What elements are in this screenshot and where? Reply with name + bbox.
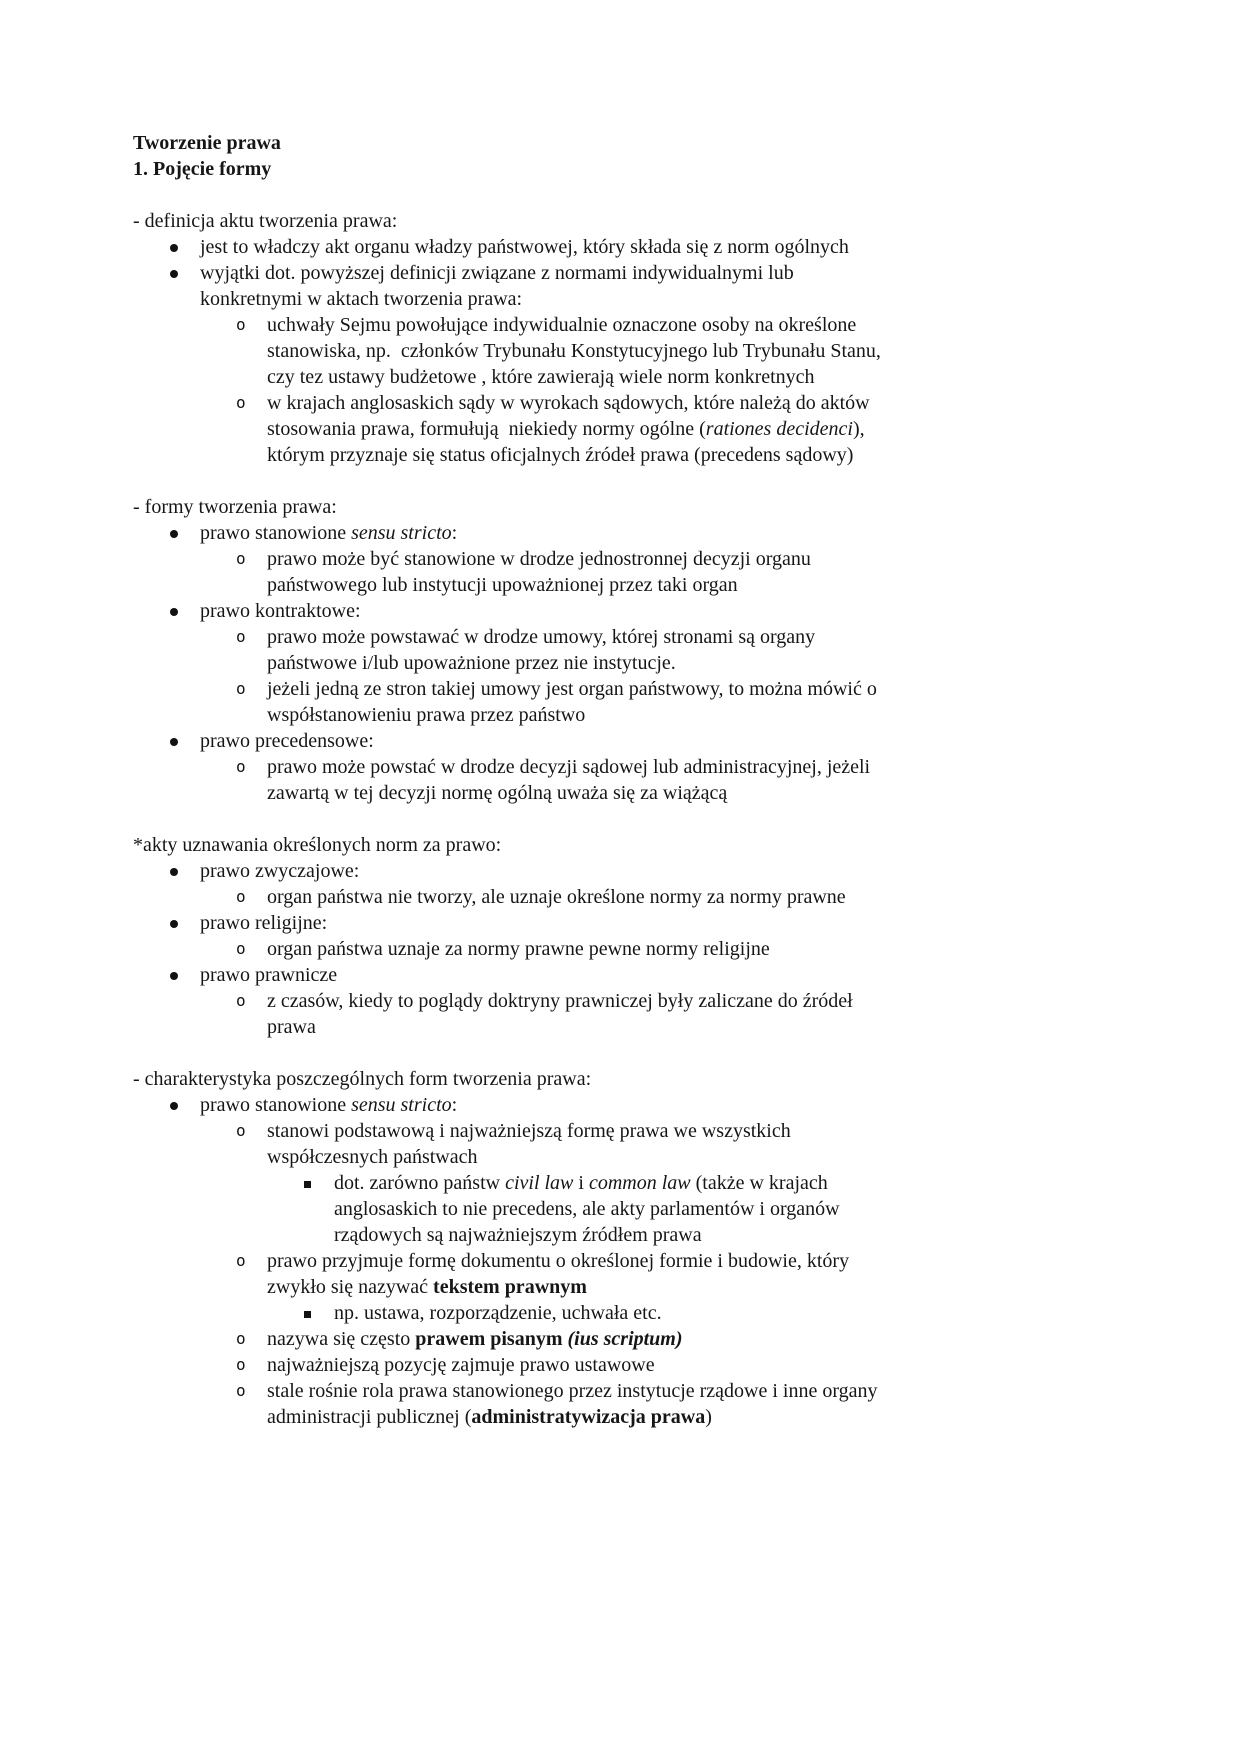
doc-title bbox=[133, 130, 1123, 156]
line-text: współstanowieniu prawa przez państwo bbox=[267, 704, 586, 726]
line-text: prawo może powstawać w drodze umowy, której stronami są organy bbox=[267, 626, 816, 648]
line-text: 1. Pojęcie formy bbox=[133, 158, 272, 180]
line-text: prawo stanowione sensu stricto: bbox=[200, 1094, 458, 1116]
blank-line bbox=[133, 468, 1123, 494]
line-text: - charakterystyka poszczególnych form tworzenia prawa: bbox=[133, 1068, 592, 1090]
bullet-item-continuation bbox=[133, 286, 1123, 312]
line-text: współczesnych państwach bbox=[267, 1146, 478, 1168]
blank-line bbox=[133, 806, 1123, 832]
sub-bullet-item-continuation bbox=[133, 650, 1123, 676]
line-text: stale rośnie rola prawa stanowionego przez instytucje rządowe i inne organy bbox=[267, 1380, 878, 1402]
bullet-item bbox=[133, 598, 1123, 624]
circle-bullet-icon: o bbox=[236, 939, 246, 958]
sub-sub-bullet-item bbox=[133, 1300, 1123, 1326]
sub-bullet-item bbox=[133, 312, 1123, 338]
disc-bullet-icon bbox=[170, 244, 178, 252]
circle-bullet-icon: o bbox=[236, 887, 246, 906]
circle-bullet-icon: o bbox=[236, 679, 246, 698]
line-text: np. ustawa, rozporządzenie, uchwała etc. bbox=[334, 1302, 662, 1324]
disc-bullet-icon bbox=[170, 868, 178, 876]
sub-bullet-item-continuation bbox=[133, 1014, 1123, 1040]
sub-bullet-item bbox=[133, 676, 1123, 702]
line-text: prawo precedensowe: bbox=[200, 730, 374, 752]
line-text: Tworzenie prawa bbox=[133, 132, 281, 154]
bullet-item bbox=[133, 858, 1123, 884]
circle-bullet-icon: o bbox=[236, 1251, 246, 1270]
section-heading-formy bbox=[133, 494, 1123, 520]
sub-bullet-item bbox=[133, 988, 1123, 1014]
sub-bullet-item-continuation bbox=[133, 780, 1123, 806]
bullet-item bbox=[133, 1092, 1123, 1118]
line-text: stanowiska, np. członków Trybunału Konstytucyjnego lub Trybunału Stanu, bbox=[267, 340, 881, 362]
sub-bullet-item-continuation bbox=[133, 416, 1123, 442]
sub-bullet-item bbox=[133, 1248, 1123, 1274]
circle-bullet-icon: o bbox=[236, 393, 246, 412]
section-heading-definicja bbox=[133, 208, 1123, 234]
line-text: wyjątki dot. powyższej definicji związane z normami indywidualnymi lub bbox=[200, 262, 794, 284]
sub-bullet-item bbox=[133, 1326, 1123, 1352]
bullet-item bbox=[133, 260, 1123, 286]
disc-bullet-icon bbox=[170, 738, 178, 746]
circle-bullet-icon: o bbox=[236, 315, 246, 334]
circle-bullet-icon: o bbox=[236, 549, 246, 568]
disc-bullet-icon bbox=[170, 1102, 178, 1110]
line-text: dot. zarówno państw civil law i common law (także w krajach bbox=[334, 1172, 828, 1194]
sub-bullet-item-continuation bbox=[133, 338, 1123, 364]
sub-bullet-item-continuation bbox=[133, 1274, 1123, 1300]
sub-bullet-item bbox=[133, 624, 1123, 650]
bullet-item bbox=[133, 728, 1123, 754]
line-text: uchwały Sejmu powołujące indywidualnie oznaczone osoby na określone bbox=[267, 314, 857, 336]
line-text: konkretnymi w aktach tworzenia prawa: bbox=[200, 288, 523, 310]
sub-bullet-item-continuation bbox=[133, 442, 1123, 468]
sub-bullet-item-continuation bbox=[133, 1144, 1123, 1170]
sub-bullet-item-continuation bbox=[133, 702, 1123, 728]
line-text: zwykło się nazywać tekstem prawnym bbox=[267, 1276, 587, 1298]
sub-bullet-item bbox=[133, 1118, 1123, 1144]
line-text: stosowania prawa, formułują niekiedy normy ogólne (rationes decidenci), bbox=[267, 418, 865, 440]
line-text: prawo może powstać w drodze decyzji sądowej lub administracyjnej, jeżeli bbox=[267, 756, 871, 778]
circle-bullet-icon: o bbox=[236, 1381, 246, 1400]
circle-bullet-icon: o bbox=[236, 1121, 246, 1140]
square-bullet-icon bbox=[304, 1181, 311, 1188]
line-text: anglosaskich to nie precedens, ale akty parlamentów i organów bbox=[334, 1198, 840, 1220]
line-text: - formy tworzenia prawa: bbox=[133, 496, 337, 518]
line-text: państwowego lub instytucji upoważnionej przez taki organ bbox=[267, 574, 738, 596]
sub-sub-bullet-item-continuation bbox=[133, 1222, 1123, 1248]
line-text: jest to władczy akt organu władzy państwowej, który składa się z norm ogólnych bbox=[200, 236, 849, 258]
line-text: prawa bbox=[267, 1016, 316, 1038]
doc-subtitle bbox=[133, 156, 1123, 182]
disc-bullet-icon bbox=[170, 530, 178, 538]
bullet-item bbox=[133, 962, 1123, 988]
bullet-item bbox=[133, 520, 1123, 546]
sub-bullet-item bbox=[133, 390, 1123, 416]
sub-sub-bullet-item bbox=[133, 1170, 1123, 1196]
line-text: prawo stanowione sensu stricto: bbox=[200, 522, 458, 544]
line-text: z czasów, kiedy to poglądy doktryny prawniczej były zaliczane do źródeł bbox=[267, 990, 853, 1012]
line-text: którym przyznaje się status oficjalnych źródeł prawa (precedens sądowy) bbox=[267, 444, 854, 466]
line-text: *akty uznawania określonych norm za prawo: bbox=[133, 834, 502, 856]
line-text: nazywa się często prawem pisanym (ius scriptum) bbox=[267, 1328, 683, 1350]
disc-bullet-icon bbox=[170, 270, 178, 278]
line-text: - definicja aktu tworzenia prawa: bbox=[133, 210, 398, 232]
line-text: stanowi podstawową i najważniejszą formę prawa we wszystkich bbox=[267, 1120, 791, 1142]
bullet-item bbox=[133, 234, 1123, 260]
disc-bullet-icon bbox=[170, 608, 178, 616]
sub-bullet-item-continuation bbox=[133, 572, 1123, 598]
line-text: państwowe i/lub upoważnione przez nie instytucje. bbox=[267, 652, 676, 674]
bullet-item bbox=[133, 910, 1123, 936]
line-text: prawo zwyczajowe: bbox=[200, 860, 360, 882]
sub-bullet-item-continuation bbox=[133, 364, 1123, 390]
sub-bullet-item bbox=[133, 1352, 1123, 1378]
line-text: najważniejszą pozycję zajmuje prawo ustawowe bbox=[267, 1354, 655, 1376]
circle-bullet-icon: o bbox=[236, 1329, 246, 1348]
line-text: w krajach anglosaskich sądy w wyrokach sądowych, które należą do aktów bbox=[267, 392, 870, 414]
sub-bullet-item bbox=[133, 754, 1123, 780]
sub-bullet-item bbox=[133, 546, 1123, 572]
line-text: jeżeli jedną ze stron takiej umowy jest organ państwowy, to można mówić o bbox=[267, 678, 877, 700]
line-text: prawo przyjmuje formę dokumentu o określonej formie i budowie, który bbox=[267, 1250, 850, 1272]
line-text: prawo kontraktowe: bbox=[200, 600, 361, 622]
blank-line bbox=[133, 182, 1123, 208]
blank-line bbox=[133, 1040, 1123, 1066]
line-text: prawo prawnicze bbox=[200, 964, 338, 986]
line-text: organ państwa uznaje za normy prawne pewne normy religijne bbox=[267, 938, 770, 960]
sub-bullet-item bbox=[133, 884, 1123, 910]
sub-sub-bullet-item-continuation bbox=[133, 1196, 1123, 1222]
sub-bullet-item bbox=[133, 936, 1123, 962]
disc-bullet-icon bbox=[170, 920, 178, 928]
section-heading-akty-uznawania bbox=[133, 832, 1123, 858]
line-text: organ państwa nie tworzy, ale uznaje określone normy za normy prawne bbox=[267, 886, 846, 908]
sub-bullet-item bbox=[133, 1378, 1123, 1404]
line-text: prawo może być stanowione w drodze jednostronnej decyzji organu bbox=[267, 548, 811, 570]
circle-bullet-icon: o bbox=[236, 991, 246, 1010]
circle-bullet-icon: o bbox=[236, 757, 246, 776]
square-bullet-icon bbox=[304, 1311, 311, 1318]
sub-bullet-item-continuation bbox=[133, 1404, 1123, 1430]
disc-bullet-icon bbox=[170, 972, 178, 980]
circle-bullet-icon: o bbox=[236, 1355, 246, 1374]
line-text: zawartą w tej decyzji normę ogólną uważa się za wiążącą bbox=[267, 782, 728, 804]
document-content bbox=[133, 130, 1123, 1430]
line-text: czy tez ustawy budżetowe , które zawierają wiele norm konkretnych bbox=[267, 366, 815, 388]
line-text: rządowych są najważniejszym źródłem prawa bbox=[334, 1224, 702, 1246]
line-text: prawo religijne: bbox=[200, 912, 328, 934]
line-text: administracji publicznej (administratywizacja prawa) bbox=[267, 1406, 712, 1428]
circle-bullet-icon: o bbox=[236, 627, 246, 646]
section-heading-charakterystyka bbox=[133, 1066, 1123, 1092]
